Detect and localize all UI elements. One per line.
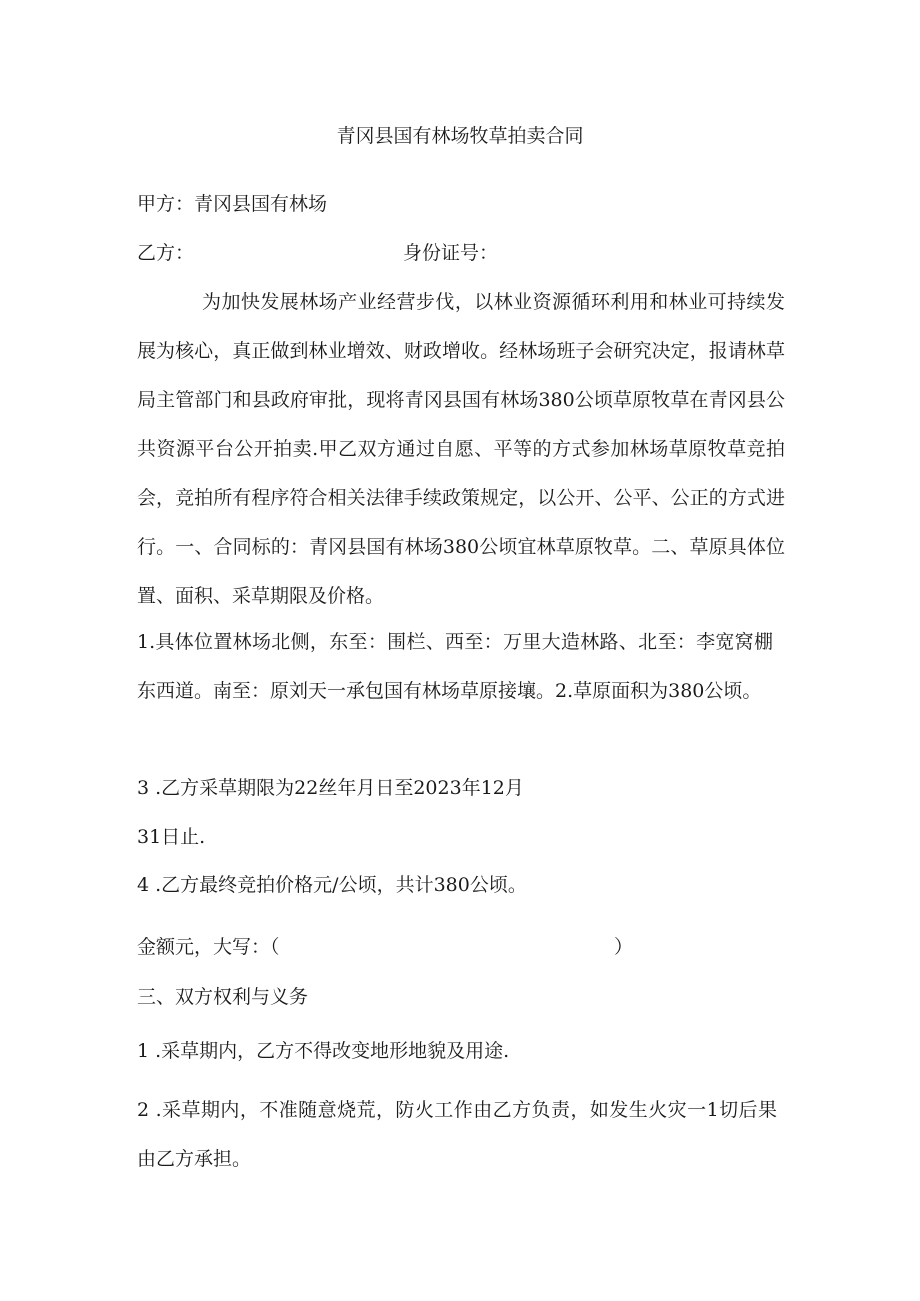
id-number-label: 身份证号： (403, 242, 499, 264)
intro-paragraph: 为加快发展林场产业经营步伐，以林业资源循环利用和林业可持续发展为核心，真正做到林业增效、财政增收。经林场班子会研究决定，报请林草局主管部门和县政府审批，现将青冈县国有林场380公顷草原牧草在青冈县公共资源平台公开拍卖.甲乙双方通过自愿、平等的方式参加林场草原牧草竞拍会，竞拍所有程序符合相关法律手续政策规定，以公开、公平、公正的方式进行。一、合同标的：青冈县国有林场380公顷宜林草原牧草。二、草原具体位置、面积、采草期限及价格。 (137, 291, 785, 607)
document-title: 青冈县国有林场牧草拍卖合同 (336, 125, 584, 147)
term-line-2: 31日止. (137, 826, 206, 848)
party-a-line: 甲方：青冈县国有林场 (137, 193, 328, 215)
price-line: 4 .乙方最终竞拍价格元/公顷，共计380公顷。 (137, 874, 527, 896)
duty-2: 2 .采草期内，不准随意烧荒，防火工作由乙方负责，如发生火灾一1切后果由乙方承担。 (137, 1099, 777, 1170)
section-3-heading: 三、双方权利与义务 (137, 986, 309, 1008)
amount-label: 金额元，大写：（ (137, 936, 280, 958)
location-area-paragraph: 1.具体位置林场北侧，东至：围栏、西至：万里大造林路、北至：李宽窝棚东西道。南至：原刘天一承包国有林场草原接壤。2.草原面积为380公顷。 (137, 631, 773, 702)
amount-close-paren: ） (614, 936, 634, 958)
term-line-1: 3 .乙方采草期限为22丝年月日至2023年12月 (137, 777, 524, 799)
party-b-label: 乙方： (137, 242, 195, 264)
duty-1: 1 .采草期内，乙方不得改变地形地貌及用途. (137, 1040, 510, 1062)
